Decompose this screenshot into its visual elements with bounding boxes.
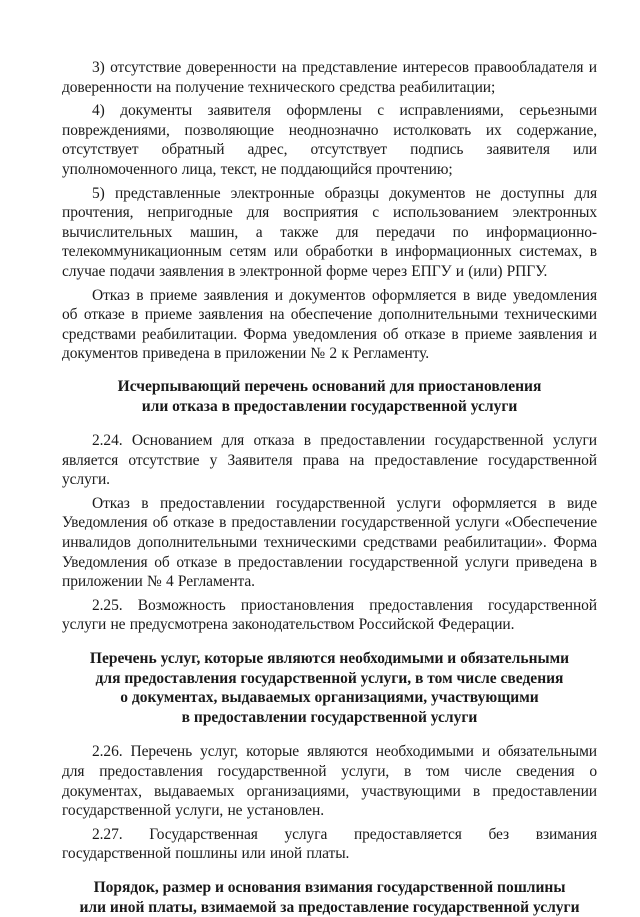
paragraph-2-24: 2.24. Основанием для отказа в предоставлении государственной услуги является отсутствие у Заявителя права на предоставление государственной услуги. [62,432,597,489]
heading-line: о документах, выдаваемых организациями, участвующими [120,689,539,707]
paragraph-item-4: 4) документы заявителя оформлены с исправлениями, серьезными повреждениями, позволяющие неоднозначно истолковать их содержание, отсутствует обратный адрес, отсутствует подпись заявителя или уполномоченного лица, текст, не поддающийся прочтению; [62,102,597,178]
paragraph-2-25: 2.25. Возможность приостановления предоставления государственной услуги не предусмотрена законодательством Российской Федерации. [62,596,597,634]
heading-line: Порядок, размер и основания взимания государственной пошлины [93,878,566,896]
heading-line: Перечень услуг, которые являются необходимыми и обязательными [89,650,570,668]
section-heading-fee [62,878,597,917]
paragraph-item-5: 5) представленные электронные образцы документов не доступны для прочтения, непригодные для восприятия с использованием электронных вычислительных машин, а также для передачи по информационно-телекоммуникационным сетям или обработки в информационных системах, в случае подачи заявления в электронной форме через ЕПГУ и (или) РПГУ. [62,184,597,280]
heading-line: в предоставлении государственной услуги [181,708,478,726]
heading-line: для предоставления государственной услуги, в том числе сведения [95,669,564,687]
paragraph-2-27: 2.27. Государственная услуга предоставляется без взимания государственной пошлины или иной платы. [62,825,597,863]
heading-line: или иной платы, взимаемой за предоставление государственной услуги [79,898,580,916]
section-heading-required-services [62,649,597,727]
paragraph-refusal-form: Отказ в предоставлении государственной услуги оформляется в виде Уведомления об отказе в предоставлении государственной услуги «Обеспечение инвалидов дополнительными техническими средствами реабилитации». Форма Уведомления об отказе в предоставлении государственной услуги приведена в приложении № 4 Регламента. [62,494,597,591]
document-page [62,58,597,917]
paragraph-refusal-notice: Отказ в приеме заявления и документов оформляется в виде уведомления об отказе в приеме заявления на обеспечение дополнительными техническими средствами реабилитации. Форма уведомления об отказе в приеме заявления и документов приведена в приложении № 2 к Регламенту. [62,286,597,363]
paragraph-item-3: 3) отсутствие доверенности на представление интересов правообладателя и доверенности на получение технического средства реабилитации; [62,59,597,96]
heading-line: или отказа в предоставлении государственной услуги [141,397,518,415]
paragraph-2-26: 2.26. Перечень услуг, которые являются необходимыми и обязательными для предоставления государственной услуги, в том числе сведения о документах, выдаваемых организациями, участвующими в предоставлении государственной услуги, не установлен. [62,743,597,820]
section-heading-grounds-refusal [62,377,597,416]
heading-line: Исчерпывающий перечень оснований для приостановления [117,377,542,395]
